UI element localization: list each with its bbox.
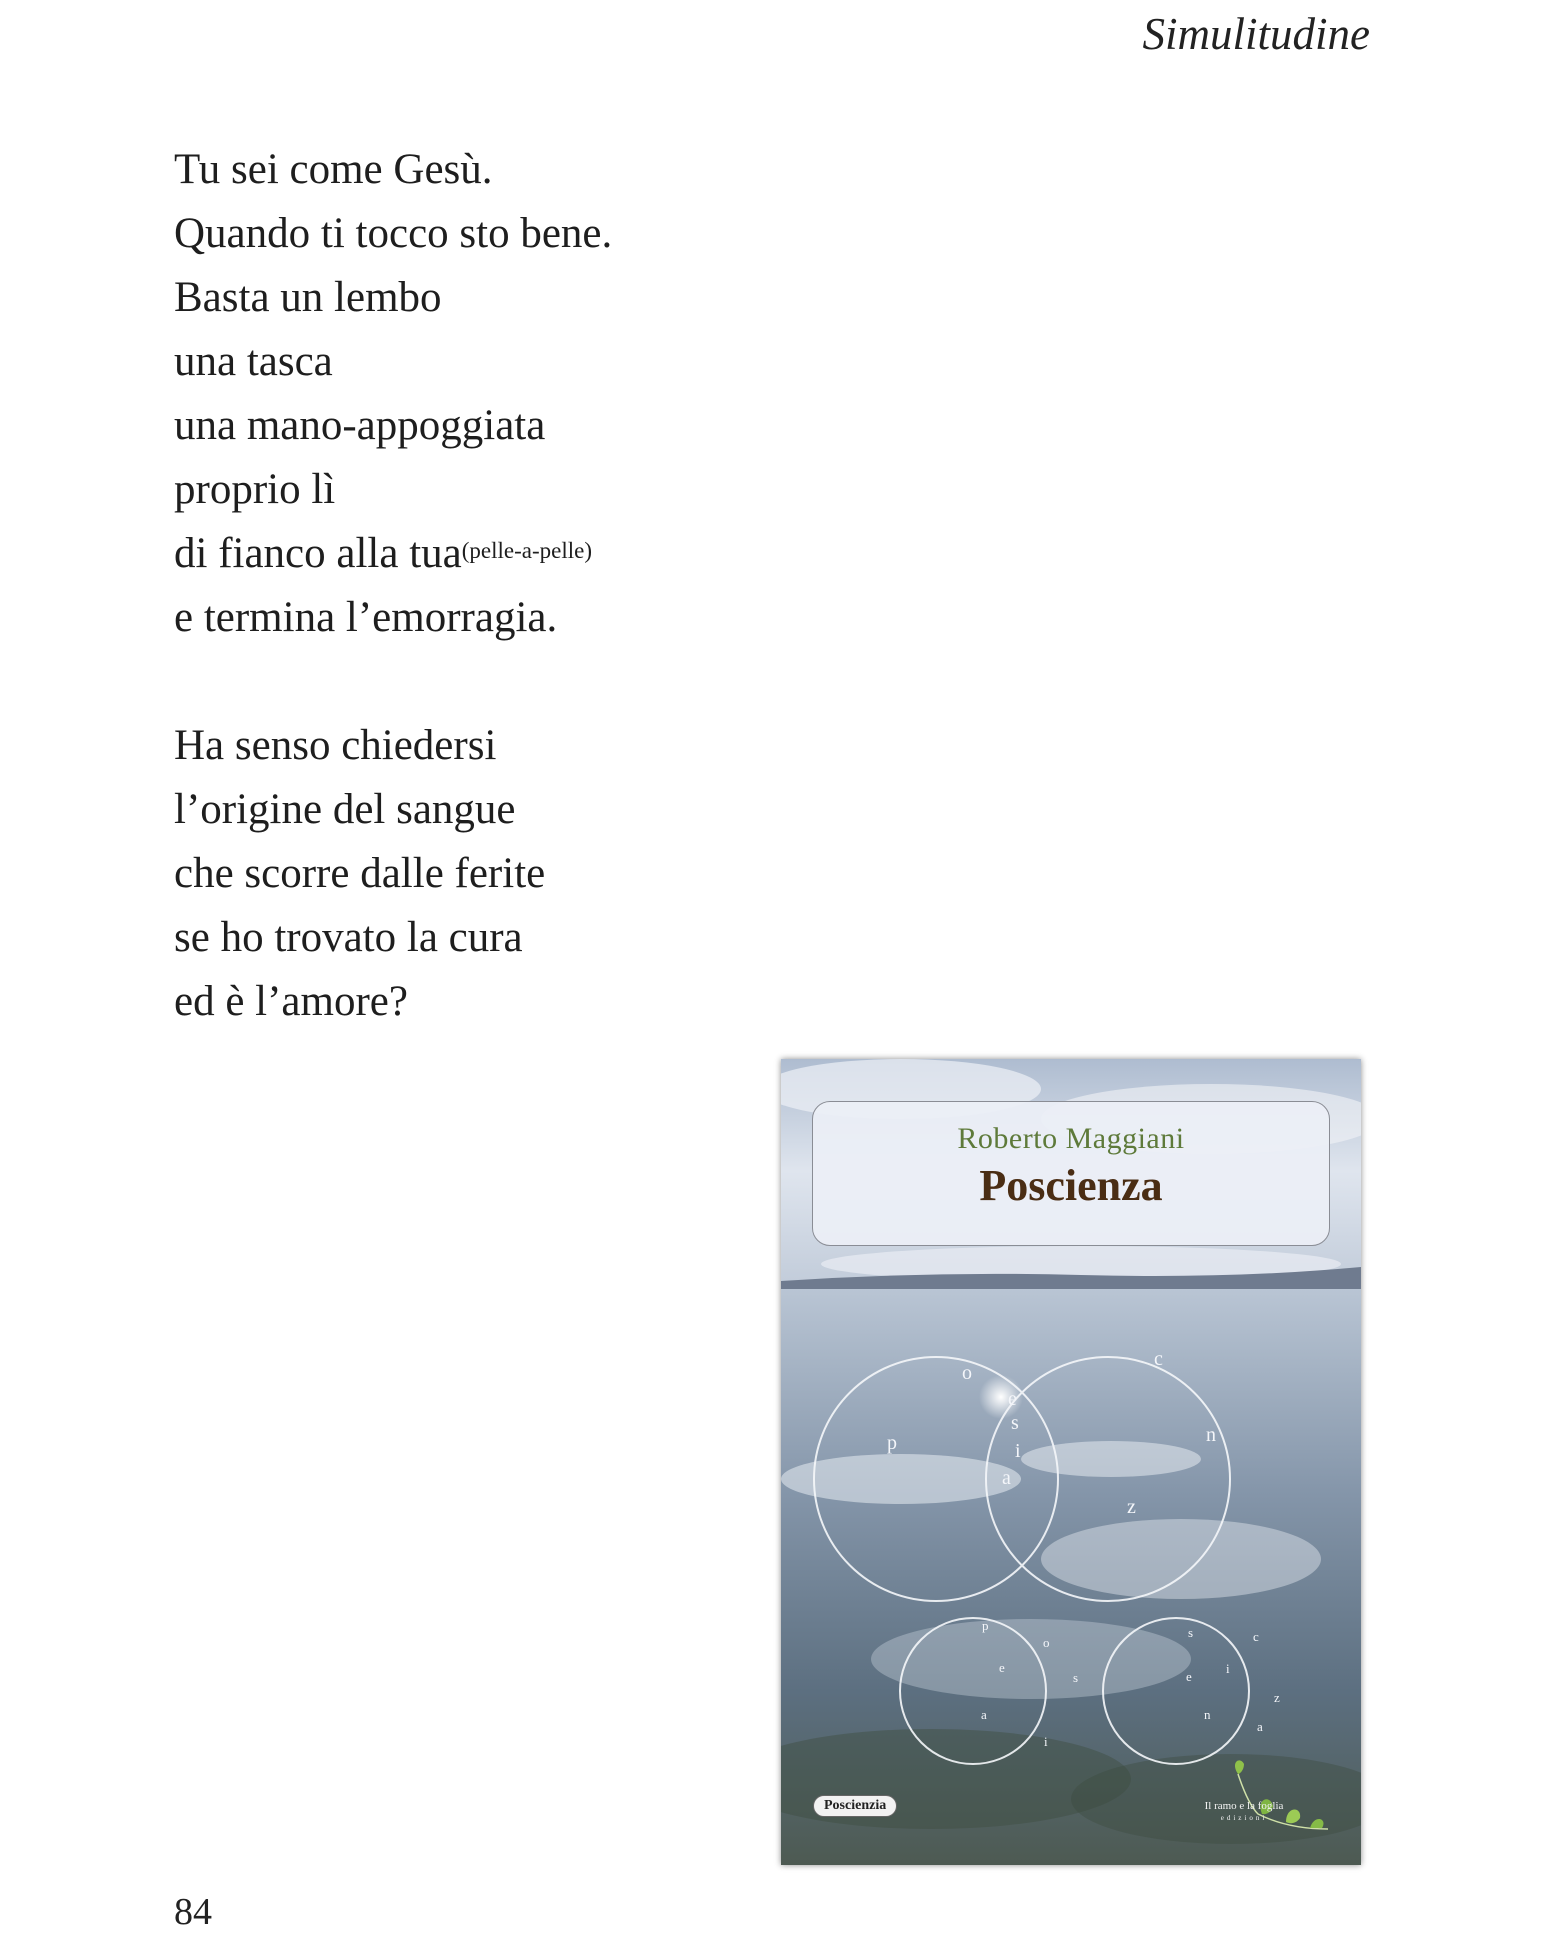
stanza-1 <box>174 138 612 650</box>
poem-line: Basta un lembo <box>174 274 442 321</box>
cover-letter: c <box>1253 1629 1259 1644</box>
poem-line: una tasca <box>174 338 333 385</box>
cover-letter: z <box>1274 1690 1280 1705</box>
cover-letter: o <box>962 1362 972 1384</box>
cover-letter: n <box>1204 1707 1211 1722</box>
poem-line: se ho trovato la cura <box>174 914 523 961</box>
cover-letter: a <box>1257 1719 1263 1734</box>
publisher-name-text: Il ramo e la foglia <box>1204 1800 1284 1812</box>
poem-line: e termina l’emorragia. <box>174 594 558 641</box>
cover-letter: e <box>1008 1388 1017 1410</box>
cover-letter: i <box>1044 1734 1048 1749</box>
poem-line: proprio lì <box>174 466 336 513</box>
cover-letter: o <box>1043 1635 1050 1650</box>
cover-letter: s <box>1011 1412 1019 1434</box>
poem-line: l’origine del sangue <box>174 786 516 833</box>
cover-letter: a <box>981 1707 987 1722</box>
poem-superscript: (pelle-a-pelle) <box>461 538 592 563</box>
publisher-name <box>1179 1800 1309 1824</box>
poem-line: Tu sei come Gesù. <box>174 146 493 193</box>
cover-letter: c <box>1154 1348 1163 1370</box>
running-title: Simulitudine <box>1142 9 1370 59</box>
publisher-sub: edizioni <box>1220 1814 1268 1822</box>
poem-line: ed è l’amore? <box>174 978 408 1025</box>
cover-letter: p <box>982 1618 989 1633</box>
cover-title-box <box>812 1101 1330 1246</box>
poem-line: Quando ti tocco sto bene. <box>174 210 613 257</box>
poem-line: una mano-appoggiata <box>174 402 546 449</box>
leaf-branch-icon <box>1178 1754 1338 1844</box>
poem-line-text: di fianco alla tua <box>174 530 462 577</box>
cover-letter: i <box>1015 1440 1021 1462</box>
poem-line: Ha senso chiedersi <box>174 722 497 769</box>
cover-letter: e <box>1186 1669 1192 1684</box>
page-number: 84 <box>174 1891 212 1933</box>
poem-line <box>174 522 612 586</box>
book-cover <box>781 1059 1361 1865</box>
cover-letter: n <box>1206 1424 1216 1446</box>
poem <box>174 138 612 1098</box>
cover-title: Poscienza <box>979 1161 1163 1210</box>
cover-letter: p <box>887 1432 897 1454</box>
cover-author: Roberto Maggiani <box>957 1122 1185 1155</box>
cover-letter: s <box>1073 1670 1079 1685</box>
cover-letter: a <box>1002 1467 1011 1489</box>
cover-letter: s <box>1188 1625 1194 1640</box>
stanza-2 <box>174 714 612 1034</box>
series-badge: Poscienzia <box>813 1795 897 1817</box>
cover-letter: e <box>999 1660 1005 1675</box>
poem-line: che scorre dalle ferite <box>174 850 546 897</box>
cover-letter: i <box>1226 1661 1230 1676</box>
cover-letter: z <box>1127 1496 1136 1518</box>
